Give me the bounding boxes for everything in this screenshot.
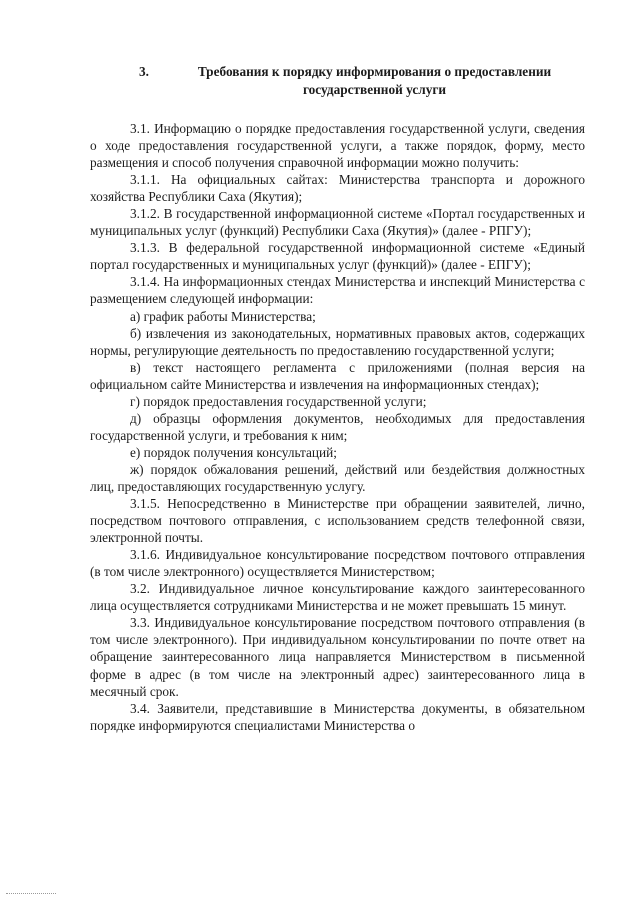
paragraph-3-1-6: 3.1.6. Индивидуальное консультирование посредством почтового отправления (в том числе электронного) осуществляется Министерством;: [90, 547, 585, 580]
paragraph-3-3: 3.3. Индивидуальное консультирование посредством почтового отправления (в том числе электронного). При индивидуальном консультировании по почте ответ на обращение заинтересованного лица направляется Министерством в письменной форме в адрес (в том числе на электронный адрес) заинтересованного лица в месячный срок.: [90, 615, 585, 699]
list-item-a: а) график работы Министерства;: [130, 308, 316, 324]
section-title: [178, 63, 571, 99]
paragraph-3-1-4: 3.1.4. На информационных стендах Министерства и инспекций Министерства с размещением следующей информации:: [90, 274, 585, 307]
section-number: 3.: [139, 64, 149, 79]
section-title-line-2: государственной услуги: [302, 82, 447, 97]
document-body: [90, 120, 585, 734]
list-item-v: в) текст настоящего регламента с приложениями (полная версия на официальном сайте Министерства и извлечения на информационных стендах);: [90, 359, 585, 392]
paragraph-3-1-2: 3.1.2. В государственной информационной системе «Портал государственных и муниципальных услуг (функций) Республики Саха (Якутия)» (далее - РПГУ);: [90, 206, 585, 239]
paragraph-3-1-1: 3.1.1. На официальных сайтах: Министерства транспорта и дорожного хозяйства Республики Саха (Якутия);: [90, 172, 585, 205]
paragraph-3-1-3: 3.1.3. В федеральной государственной информационной системе «Единый портал государственных и муниципальных услуг (функций)» (далее - ЕПГУ);: [90, 240, 585, 273]
list-item-d: д) образцы оформления документов, необходимых для предоставления государственной услуги, и требования к ним;: [90, 410, 585, 443]
list-item-b: б) извлечения из законодательных, нормативных правовых актов, содержащих нормы, регулирующие деятельность по предоставлению государственной услуги;: [90, 325, 585, 358]
paragraph-3-4: 3.4. Заявители, представившие в Министерства документы, в обязательном порядке информируются специалистами Министерства о: [90, 700, 585, 733]
scan-footer-mark: [6, 893, 56, 896]
list-item-g: г) порядок предоставления государственной услуги;: [130, 393, 427, 409]
list-item-zh: ж) порядок обжалования решений, действий или бездействия должностных лиц, предоставляющих государственную услугу.: [90, 461, 585, 494]
section-heading: [92, 63, 572, 99]
paragraph-3-2: 3.2. Индивидуальное личное консультирование каждого заинтересованного лица осуществляется сотрудниками Министерства и не может превышать 15 минут.: [90, 581, 585, 614]
list-item-e: е) порядок получения консультаций;: [130, 444, 337, 460]
paragraph-3-1: 3.1. Информацию о порядке предоставления государственной услуги, сведения о ходе предоставления государственной услуги, а также порядок, форму, место размещения и способ получения справочной информации можно получить:: [90, 121, 585, 171]
paragraph-3-1-5: 3.1.5. Непосредственно в Министерстве при обращении заявителей, лично, посредством почтового отправления, с использованием средств телефонной связи, электронной почты.: [90, 496, 585, 546]
section-title-line-1: Требования к порядку информирования о предоставлении: [197, 64, 552, 79]
